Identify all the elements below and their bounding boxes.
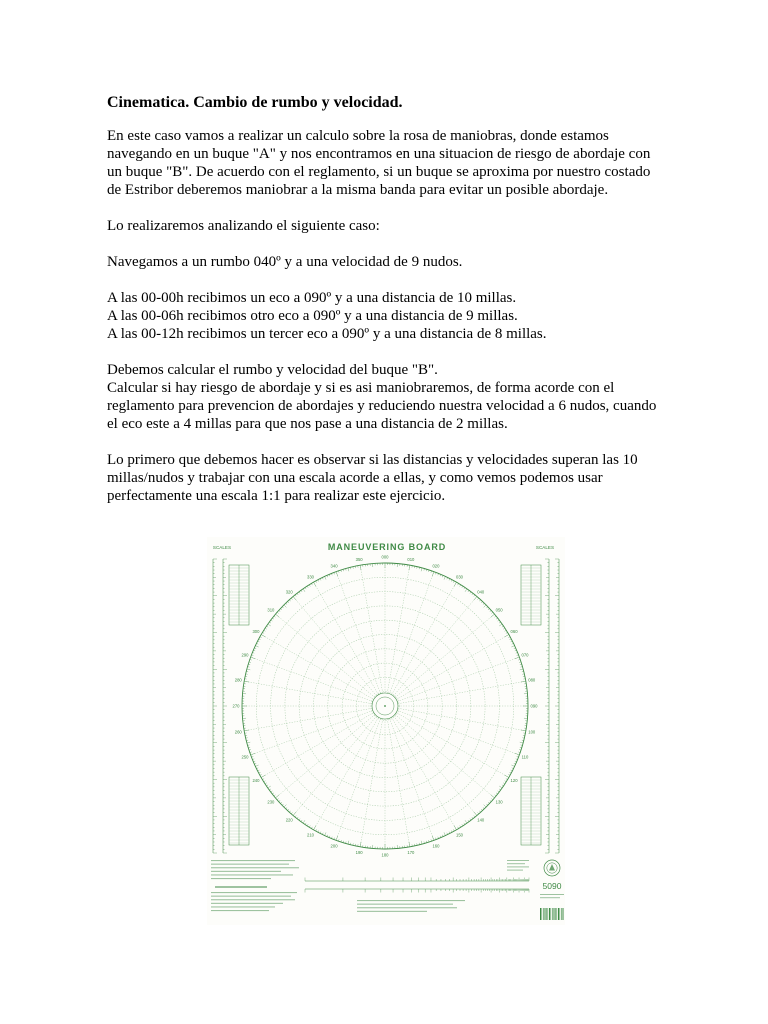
fine-print-line xyxy=(507,870,523,871)
bearing-label: 170 xyxy=(407,850,415,856)
fine-print-line xyxy=(357,900,465,901)
paragraph xyxy=(107,451,656,505)
fine-print-line xyxy=(357,904,453,905)
barcode-bar xyxy=(557,908,558,920)
fine-print-line xyxy=(507,860,529,861)
fine-print-line xyxy=(211,910,269,911)
fine-print-line xyxy=(211,867,299,868)
barcode-bar xyxy=(543,908,544,920)
barcode-bar xyxy=(546,908,547,920)
paragraph-line: millas/nudos y trabajar con una escala acorde a ellas, y como vemos podemos usar xyxy=(107,470,603,486)
bearing-label: 320 xyxy=(285,589,293,595)
paragraph-line: perfectamente una escala 1:1 para realizar este ejercicio. xyxy=(107,488,446,504)
bearing-label: 200 xyxy=(330,843,338,849)
scales-label-right: SCALES xyxy=(535,545,555,550)
paragraph-line: Lo realizaremos analizando el siguiente caso: xyxy=(107,218,380,234)
scale-table xyxy=(521,565,541,625)
paragraph-line: En este caso vamos a realizar un calculo sobre la rosa de maniobras, donde estamos xyxy=(107,128,609,144)
fine-print-line xyxy=(540,894,564,895)
bearing-label: 290 xyxy=(241,652,249,658)
paragraph-line: Calcular si hay riesgo de abordaje y si es asi maniobraremos, de forma acorde con el xyxy=(107,380,615,396)
bearing-label: 080 xyxy=(528,677,536,683)
fine-print-line xyxy=(211,860,295,861)
fine-print-heading xyxy=(215,886,267,888)
barcode-bar xyxy=(554,908,555,920)
bearing-label: 330 xyxy=(307,574,314,580)
bearing-label: 100 xyxy=(528,729,536,735)
fine-print-line xyxy=(540,897,560,898)
bearing-label: 130 xyxy=(495,799,503,805)
board-heading: MANEUVERING BOARD xyxy=(327,542,447,552)
paragraph-line: de Estribor deberemos maniobrar a la misma banda para evitar un posible abordaje. xyxy=(107,182,609,198)
paragraph-line: reglamento para prevencion de abordajes y reduciendo nuestra velocidad a 6 nudos, cuando xyxy=(107,398,657,414)
document-body xyxy=(107,127,656,523)
fine-print-line xyxy=(211,871,281,872)
bearing-label: 050 xyxy=(495,607,503,613)
bearing-label: 260 xyxy=(234,729,242,735)
bearing-label: 210 xyxy=(307,832,314,838)
paragraph-line: A las 00-06h recibimos otro eco a 090º y a una distancia de 9 millas. xyxy=(107,308,518,324)
fine-print-line xyxy=(211,874,293,875)
bearing-label: 020 xyxy=(432,563,440,569)
paragraph xyxy=(107,361,656,433)
paragraph-line: Lo primero que debemos hacer es observar si las distancias y velocidades superan las 10 xyxy=(107,452,638,468)
bearing-label: 270 xyxy=(232,703,240,709)
maneuvering-board-figure xyxy=(207,537,565,925)
bearing-label: 090 xyxy=(530,703,538,709)
bearing-label: 230 xyxy=(267,799,275,805)
paragraph xyxy=(107,217,656,235)
barcode-bar xyxy=(545,908,546,920)
barcode-bar xyxy=(558,908,559,920)
bearing-label: 070 xyxy=(521,652,529,658)
paragraph-line: el eco este a 4 millas para que nos pase a una distancia de 2 millas. xyxy=(107,416,508,432)
fine-print-line xyxy=(211,892,297,893)
fine-print-line xyxy=(357,911,427,912)
barcode-bar xyxy=(551,908,552,920)
scale-table xyxy=(229,565,249,625)
fine-print-line xyxy=(507,866,529,867)
scales-label-left: SCALES xyxy=(212,545,232,550)
bearing-label: 060 xyxy=(510,629,518,634)
document-title: Cinematica. Cambio de rumbo y velocidad. xyxy=(107,94,403,111)
bearing-label: 110 xyxy=(521,754,529,760)
bearing-label: 340 xyxy=(330,563,338,569)
bearing-label: 120 xyxy=(510,778,518,783)
bearing-label: 220 xyxy=(285,817,293,823)
fine-print-line xyxy=(507,863,525,864)
paragraph-line: A las 00-12h recibimos un tercer eco a 090º y a una distancia de 8 millas. xyxy=(107,326,547,342)
fine-print-line xyxy=(211,903,283,904)
barcode-bar xyxy=(540,908,541,920)
bearing-label: 150 xyxy=(456,832,463,838)
barcode-bar xyxy=(560,908,561,920)
paragraph-line: A las 00-00h recibimos un eco a 090º y a una distancia de 10 millas. xyxy=(107,290,517,306)
paragraph xyxy=(107,289,656,343)
bearing-label: 160 xyxy=(432,843,440,849)
paragraph xyxy=(107,127,656,199)
bearing-label: 000 xyxy=(381,554,389,560)
fine-print-line xyxy=(357,907,457,908)
paragraph-line: navegando en un buque "A" y nos encontramos en una situacion de riesgo de abordaje con xyxy=(107,146,651,162)
bearing-label: 010 xyxy=(407,556,415,562)
bearing-label: 240 xyxy=(252,778,260,783)
barcode-bar xyxy=(561,908,562,920)
paragraph xyxy=(107,253,656,271)
chart-number: 5090 xyxy=(542,881,562,891)
bearing-label: 280 xyxy=(234,677,242,683)
barcode-bar xyxy=(548,908,549,920)
barcode-bar xyxy=(542,908,543,920)
bearing-label: 140 xyxy=(477,817,485,823)
bearing-label: 190 xyxy=(355,850,363,856)
bearing-label: 350 xyxy=(355,556,363,562)
bearing-label: 300 xyxy=(252,629,260,634)
paragraph-line: Navegamos a un rumbo 040º y a una velocidad de 9 nudos. xyxy=(107,254,463,270)
bearing-label: 180 xyxy=(381,852,389,858)
paragraph-line: un buque "B". De acuerdo con el reglamento, si un buque se aproxima por nuestro costado xyxy=(107,164,651,180)
bearing-label: 040 xyxy=(477,589,485,595)
bearing-label: 310 xyxy=(267,607,275,613)
fine-print-line xyxy=(211,864,289,865)
bearing-label: 250 xyxy=(241,754,249,760)
fine-print-line xyxy=(211,899,295,900)
barcode-bar xyxy=(555,908,556,920)
bearing-label: 030 xyxy=(456,574,463,580)
fine-print-line xyxy=(211,878,271,879)
fine-print-line xyxy=(211,906,275,907)
barcode-bar xyxy=(549,908,550,920)
maneuvering-board xyxy=(207,537,565,925)
fine-print-line xyxy=(211,896,291,897)
paragraph-line: Debemos calcular el rumbo y velocidad del buque "B". xyxy=(107,362,438,378)
center-dot xyxy=(384,705,386,707)
barcode-bar xyxy=(563,908,564,920)
barcode-bar xyxy=(552,908,553,920)
